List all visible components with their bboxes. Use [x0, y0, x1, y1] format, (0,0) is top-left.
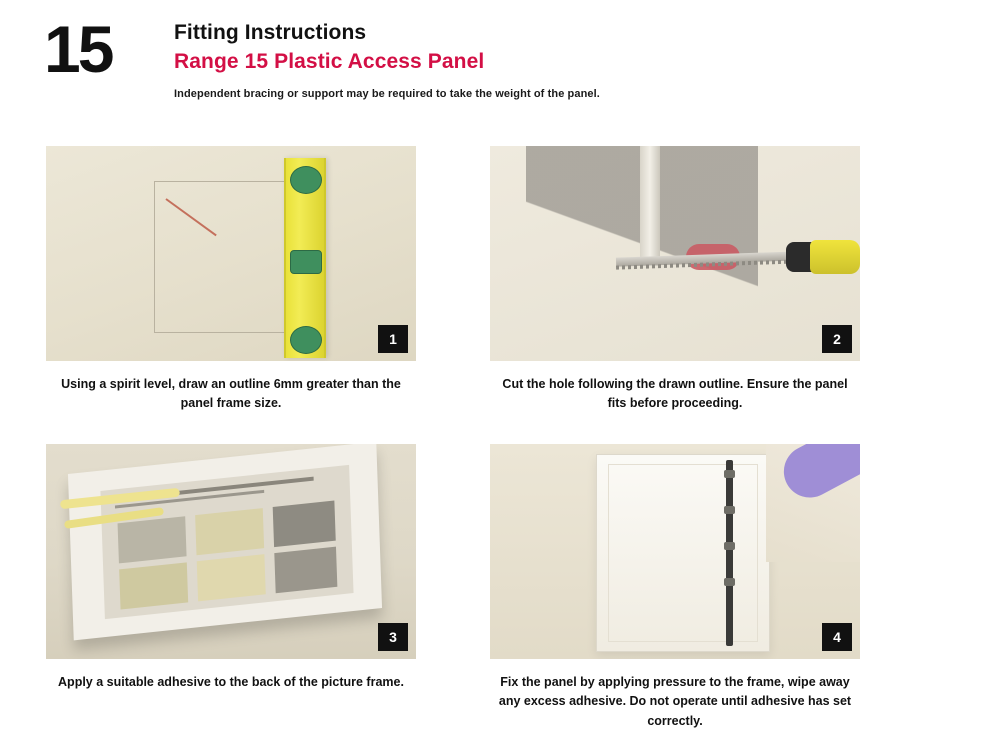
step-caption: Apply a suitable adhesive to the back of the picture frame. — [58, 674, 404, 689]
step-item — [490, 444, 860, 731]
print-tile — [274, 546, 337, 593]
step-badge: 1 — [378, 325, 408, 353]
step-item — [46, 146, 416, 414]
hinge-segment — [724, 506, 735, 514]
print-tile — [195, 508, 264, 555]
spirit-level-outline-photo — [46, 146, 416, 361]
hinge-segment — [724, 578, 735, 586]
fixing-panel-photo — [490, 444, 860, 659]
level-vial-icon — [290, 250, 322, 274]
hinge-segment — [724, 542, 735, 550]
hinge-segment — [724, 470, 735, 478]
header-text-block — [174, 12, 600, 100]
spirit-level-tool — [284, 158, 326, 358]
step-item — [490, 146, 860, 414]
print-tile — [273, 500, 336, 547]
step-badge: 2 — [822, 325, 852, 353]
saw-handle — [810, 240, 860, 274]
level-vial-icon — [290, 326, 322, 354]
step-caption: Cut the hole following the drawn outline. Ensure the panel fits before proceeding. — [502, 377, 848, 411]
print-tile — [119, 562, 188, 609]
page-header — [0, 0, 1000, 100]
step-caption: Using a spirit level, draw an outline 6mm greater than the panel frame size. — [61, 377, 401, 411]
page-subtitle: Range 15 Plastic Access Panel — [174, 50, 485, 74]
step-number-heading: 15 — [44, 12, 112, 86]
cutting-hole-with-saw-photo — [490, 146, 860, 361]
step-badge: 4 — [822, 623, 852, 651]
panel-hinge — [726, 460, 733, 646]
applying-adhesive-photo — [46, 444, 416, 659]
print-tile — [118, 516, 187, 563]
step-caption: Fix the panel by applying pressure to the frame, wipe away any excess adhesive. Do not operate until adhesive has set correctly. — [498, 674, 852, 728]
page-title: Fitting Instructions — [174, 21, 367, 44]
wall-pipe — [640, 146, 660, 266]
print-tile — [197, 554, 266, 601]
level-vial-icon — [290, 166, 322, 194]
access-panel-door — [608, 464, 758, 642]
frame-print-artwork — [100, 465, 353, 619]
steps-grid — [46, 146, 954, 731]
step-badge: 3 — [378, 623, 408, 651]
step-item — [46, 444, 416, 731]
support-note: Independent bracing or support may be required to take the weight of the panel. — [174, 87, 600, 100]
